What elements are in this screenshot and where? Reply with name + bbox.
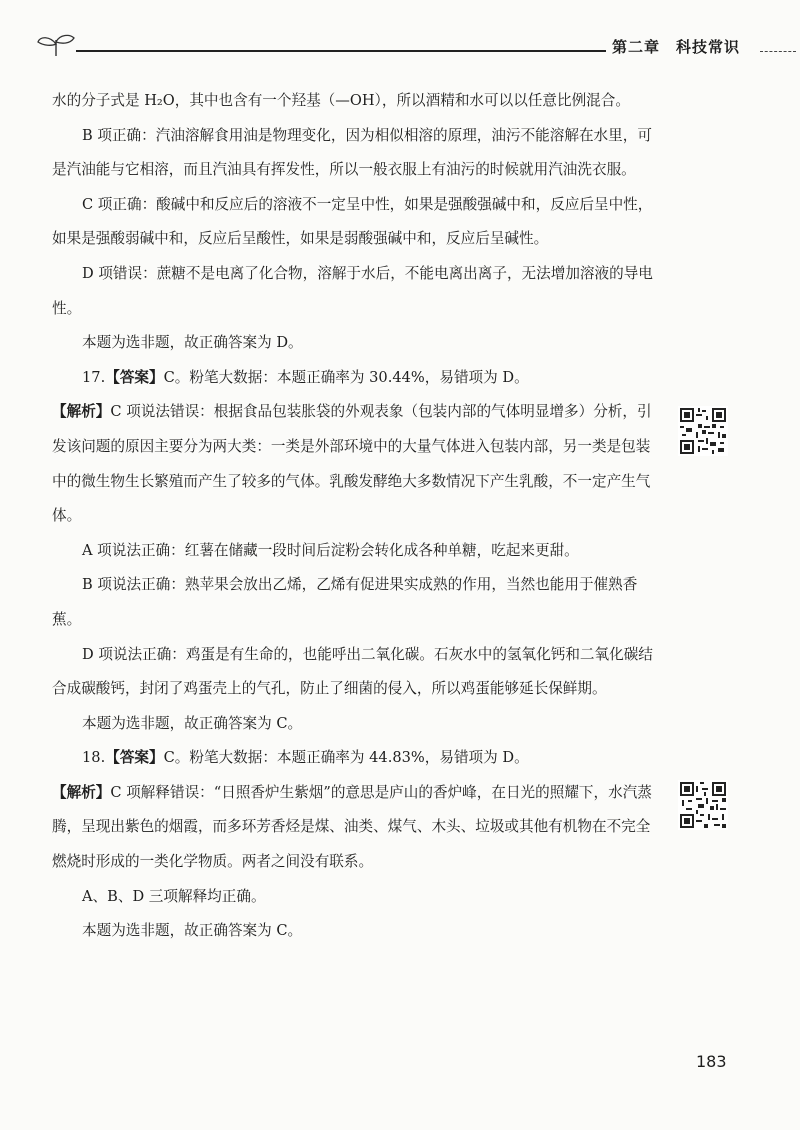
q17-conclusion: 本题为选非题，故正确答案为 C。 xyxy=(82,714,303,732)
q17-number: 17. xyxy=(82,368,106,386)
q18-answer-text: C。粉笔大数据：本题正确率为 44.83%，易错项为 D。 xyxy=(163,749,529,767)
chapter-title: 第二章 科技常识 xyxy=(612,38,741,56)
paragraph-4: D 项错误：蔗糖不是电离了化合物，溶解于水后，不能电离出离子，无法增加溶液的导电性。 xyxy=(52,264,653,317)
paragraph-3: C 项正确：酸碱中和反应后的溶液不一定呈中性，如果是强酸强碱中和，反应后呈中性，如果是强酸弱碱中和，反应后呈酸性，如果是弱酸强碱中和，反应后呈碱性。 xyxy=(52,195,653,248)
q17-analysis-tag: 【解析】 xyxy=(52,403,111,421)
header-rule xyxy=(76,50,606,52)
q18-item-abd: A、B、D 三项解释均正确。 xyxy=(82,887,266,905)
q17-analysis xyxy=(52,395,664,533)
paragraph-1: 水的分子式是 H₂O，其中也含有一个羟基（—OH），所以酒精和水可以以任意比例混合。 xyxy=(52,92,630,109)
q17-analysis-text: C 项说法错误：根据食品包装胀袋的外观表象（包装内部的气体明显增多）分析，引发该问题的原因主要分为两大类：一类是外部环境中的大量气体进入包装内部，另一类是包装中的微生物生长繁殖而产生了较多的气体。乳酸发酵绝大多数情况下产生乳酸，不一定产生气体。 xyxy=(52,403,652,525)
q18-answer-tag: 【答案】 xyxy=(105,749,164,767)
q18-conclusion: 本题为选非题，故正确答案为 C。 xyxy=(82,922,303,940)
q17-item-a: A 项说法正确：红薯在储藏一段时间后淀粉会转化成各种单糖，吃起来更甜。 xyxy=(82,541,579,559)
q18-number: 18. xyxy=(82,749,106,767)
q18-analysis-tag: 【解析】 xyxy=(52,783,111,801)
page-number: 183 xyxy=(696,1052,727,1071)
q17-answer-text: C。粉笔大数据：本题正确率为 30.44%，易错项为 D。 xyxy=(163,368,529,386)
paragraph-5: 本题为选非题，故正确答案为 D。 xyxy=(82,334,303,352)
paragraph-2: B 项正确：汽油溶解食用油是物理变化，因为相似相溶的原理，油污不能溶解在水里，可是汽油能与它相溶，而且汽油具有挥发性，所以一般衣服上有油污的时候就用汽油洗衣服。 xyxy=(52,126,652,179)
q18-answer xyxy=(52,741,664,776)
sprout-icon xyxy=(36,32,76,58)
q17-item-d: D 项说法正确：鸡蛋是有生命的，也能呼出二氧化碳。石灰水中的氢氧化钙和二氧化碳结合成碳酸钙，封闭了鸡蛋壳上的气孔，防止了细菌的侵入，所以鸡蛋能够延长保鲜期。 xyxy=(52,645,653,698)
q17-item-b: B 项说法正确：熟苹果会放出乙烯，乙烯有促进果实成熟的作用，当然也能用于催熟香蕉。 xyxy=(52,576,638,628)
qr-code-icon-q17[interactable] xyxy=(678,406,728,456)
qr-code-icon-q18[interactable] xyxy=(678,780,728,830)
q17-answer xyxy=(52,361,664,396)
q17-answer-tag: 【答案】 xyxy=(105,368,164,386)
q18-analysis xyxy=(52,776,664,880)
page-header xyxy=(30,32,790,62)
q18-analysis-text: C 项解释错误：“日照香炉生紫烟”的意思是庐山的香炉峰，在日光的照耀下，水汽蒸腾，呈现出紫色的烟霞，而多环芳香烃是煤、油类、煤气、木头、垃圾或其他有机物在不完全燃烧时形成的一类化学物质。两者之间没有联系。 xyxy=(52,783,652,871)
page-body xyxy=(52,84,664,949)
header-rule-end xyxy=(760,51,796,52)
